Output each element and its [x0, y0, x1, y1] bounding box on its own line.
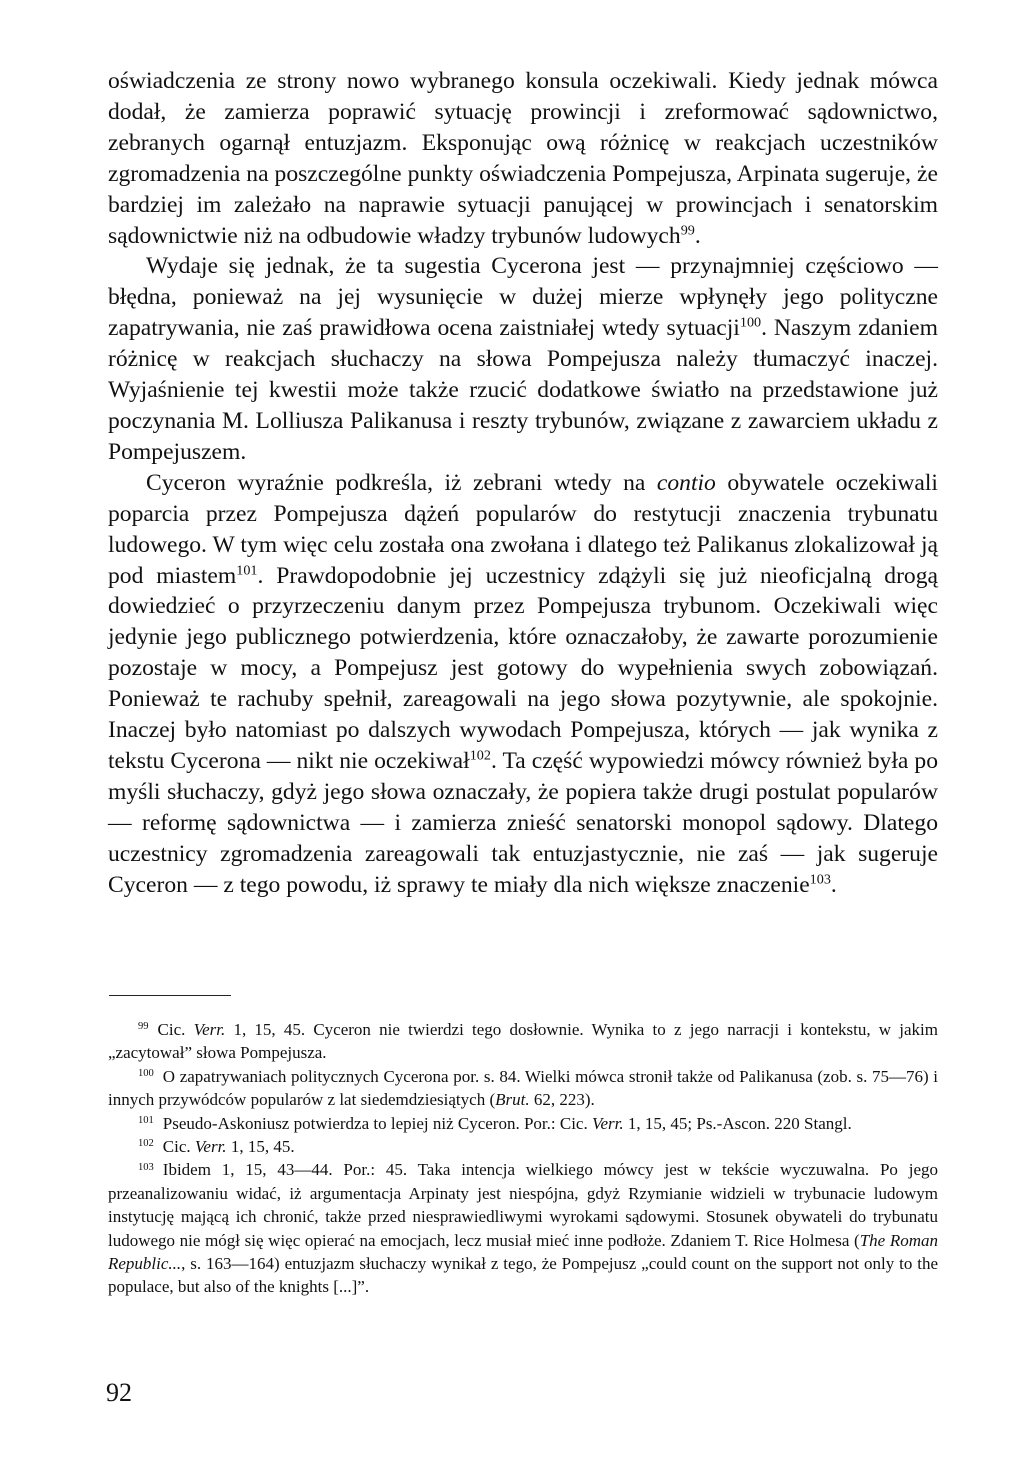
footnote — [108, 1018, 938, 1065]
text-segment: . Naszym zdaniem różnicę w reakcjach słuchaczy na słowa Pompejusza należy tłumaczyć inaczej. Wyjaśnienie tej kwestii może także rzucić dodatkowe światło na przedstawione już poczynania M. Lolliusza Palikanusa i reszty trybunów, związane z zawarciem układu z Pompejuszem. — [108, 315, 938, 465]
italic-text: Verr. — [193, 1020, 226, 1039]
text-segment: 62, 223). — [529, 1090, 595, 1110]
footnote — [108, 1135, 938, 1158]
text-segment: 1, 15, 45; Ps.-Ascon. 220 Stangl. — [623, 1113, 852, 1133]
main-text — [108, 66, 938, 900]
italic-text: Brut. — [495, 1090, 530, 1110]
text-segment: Cic. — [157, 1020, 194, 1039]
footnote-reference: 102 — [469, 747, 491, 764]
text-segment: , s. 163—164) entuzjazm słuchaczy wynikał z tego, że Pompejusz „could count on the support not only to the populace, but also of the knights [...]”. — [108, 1254, 938, 1297]
footnote-number: 102 — [138, 1138, 154, 1150]
text-segment: . — [830, 871, 837, 898]
footnote-reference: 99 — [680, 222, 695, 239]
text-segment: obywatele oczekiwali poparcia przez Pompejusza dążeń popularów do restytucji znaczenia trybunatu ludowego. W tym więc celu została ona zwołana i dlatego też Palikanus zlokalizował ją pod miastem — [108, 469, 938, 589]
footnote-number: 100 — [138, 1068, 154, 1080]
text-segment: . Ta część wypowiedzi mówcy również była po myśli słuchaczy, gdyż jego słowa oznaczały, że popiera także drugi postulat popularów — reformę sądownictwa — i zamierza znieść senatorski monopol sądowy. Dlatego uczestnicy zgromadzenia zareagowali tak entuzjastycznie, nie zaś — jak sugeruje Cyceron — z tego powodu, iż sprawy te miały dla nich większe znaczenie — [108, 747, 938, 898]
italic-text: The Roman Republic... — [108, 1230, 938, 1274]
footnote — [108, 1112, 938, 1135]
text-segment: Cyceron wyraźnie podkreśla, iż zebrani wtedy na — [146, 469, 657, 496]
footnote — [108, 1158, 938, 1298]
italic-text: contio — [656, 469, 716, 496]
footnote-reference: 100 — [739, 314, 762, 331]
text-segment: 1, 15, 45. Cyceron nie twierdzi tego dosłownie. Wynika to z jego narracji i kontekstu, w jakim „zacytował” słowa Pompejusza. — [108, 1020, 939, 1063]
text-segment: 1, 15, 45. — [226, 1137, 295, 1157]
footnote-number: 103 — [138, 1161, 154, 1173]
footnote — [108, 1065, 938, 1112]
paragraph — [108, 251, 938, 467]
text-segment: oświadczenia ze strony nowo wybranego konsula oczekiwali. Kiedy jednak mówca dodał, że zamierza poprawić sytuację prowincji i zreformować sądownictwo, zebranych ogarnął entuzjazm. Eksponując ową różnicę w reakcjach uczestników zgromadzenia na poszczególne punkty oświadczenia Pompejusza, Arpinata sugeruje, że bardziej im zależało na naprawie sytuacji panującej w prowincjach i senatorskim sądownictwie niż na odbudowie władzy trybunów ludowych — [108, 68, 938, 249]
footnote-reference: 103 — [809, 871, 831, 888]
text-segment: O zapatrywaniach politycznych Cycerona por. s. 84. Wielki mówca stronił także od Palikanusa (zob. s. 75—76) i innych przywódców popularów z lat siedemdziesiątych ( — [108, 1066, 938, 1110]
text-segment: Ibidem 1, 15, 43—44. Por.: 45. Taka intencja wielkiego mówcy jest w tekście wyczuwalna. Po jego przeanalizowaniu widać, iż argumentacja Arpinaty jest niespójna, gdyż Rzymianie widzieli w trybunacie ludowym instytucję mającą ich chronić, także przed niesprawiedliwymi wyrokami sądowymi. Stosunek obywateli do trybunatu ludowego nie mógł się więc opierać na emocjach, lecz musiał mieć inne podłoże. Zdaniem T. Rice Holmesa ( — [108, 1160, 938, 1250]
text-segment: . Prawdopodobnie jej uczestnicy zdążyli się już nieoficjalną drogą dowiedzieć o przyrzeczeniu danym przez Pompejusza trybunom. Oczekiwali więc jedynie jego publicznego potwierdzenia, które oznaczałoby, że zawarte porozumienie pozostaje w mocy, a Pompejusz jest gotowy do wypełnienia swych zobowiązań. Ponieważ te rachuby spełnił, zareagowali na jego słowa pozytywnie, ale spokojnie. Inaczej było natomiast po dalszych wywodach Pompejusza, których — jak wynika z tekstu Cycerona — nikt nie oczekiwał — [108, 562, 938, 774]
footnote-separator — [109, 995, 231, 996]
paragraph — [108, 468, 938, 901]
text-segment: Wydaje się jednak, że ta sugestia Cycerona jest — przynajmniej częściowo — błędna, ponieważ na jej wysunięcie w dużej mierze wpłynęły jego polityczne zapatrywania, nie zaś prawidłowa ocena zaistniałej wtedy sytuacji — [108, 253, 938, 342]
footnote-number: 101 — [138, 1114, 154, 1126]
page-number: 92 — [106, 1378, 132, 1407]
text-segment: Pseudo-Askoniusz potwierdza to lepiej niż Cyceron. Por.: Cic. — [162, 1113, 592, 1133]
footnote-number: 99 — [138, 1021, 149, 1033]
italic-text: Verr. — [194, 1137, 227, 1157]
paragraph — [108, 66, 938, 251]
text-segment: . — [694, 222, 701, 249]
text-segment: Cic. — [162, 1137, 195, 1157]
footnote-reference: 101 — [236, 562, 258, 579]
italic-text: Verr. — [591, 1113, 624, 1133]
footnotes — [108, 1018, 938, 1299]
